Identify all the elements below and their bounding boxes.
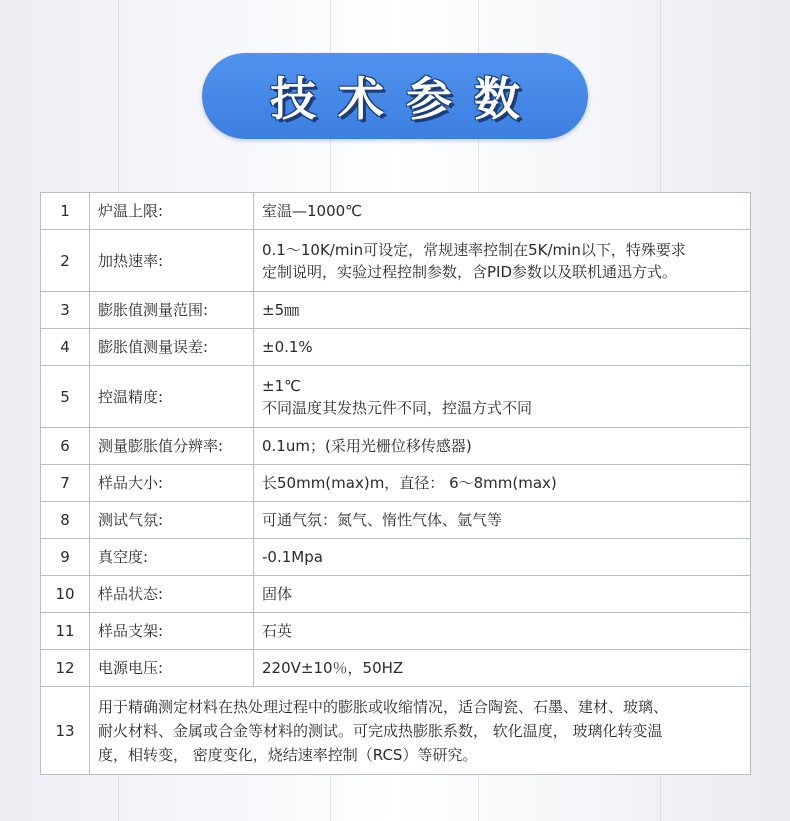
table-row xyxy=(41,650,751,687)
value-line: ±0.1% xyxy=(262,338,313,356)
row-number: 8 xyxy=(41,502,90,539)
page-title: 技术参数 xyxy=(270,72,542,126)
row-number: 5 xyxy=(41,366,90,428)
value-line: 220V±10％，50HZ xyxy=(262,659,404,677)
value-line: 0.1um；(采用光栅位移传感器) xyxy=(262,437,472,455)
param-value xyxy=(254,502,751,539)
param-label: 测试气氛: xyxy=(90,502,254,539)
table-row xyxy=(41,366,751,428)
param-label: 膨胀值测量范围: xyxy=(90,292,254,329)
value-line: 石英 xyxy=(262,622,293,640)
row-number: 1 xyxy=(41,193,90,230)
param-value xyxy=(254,576,751,613)
table-row xyxy=(41,292,751,329)
param-label: 炉温上限: xyxy=(90,193,254,230)
value-line: 度，相转变， 密度变化，烧结速率控制（RCS）等研究。 xyxy=(98,745,478,764)
param-label: 电源电压: xyxy=(90,650,254,687)
row-number: 11 xyxy=(41,613,90,650)
value-line: 室温—1000℃ xyxy=(262,202,363,220)
title-banner xyxy=(202,53,588,139)
param-label: 膨胀值测量误差: xyxy=(90,329,254,366)
value-line: 长50mm(max)m，直径： 6～8mm(max) xyxy=(262,474,557,492)
value-line: ±5㎜ xyxy=(262,301,300,319)
row-number: 4 xyxy=(41,329,90,366)
value-line: 定制说明，实验过程控制参数，含PID参数以及联机通迅方式。 xyxy=(262,262,678,281)
value-line: ±1℃ xyxy=(262,376,301,395)
param-value xyxy=(254,230,751,292)
param-value xyxy=(254,539,751,576)
param-value xyxy=(254,613,751,650)
table-row xyxy=(41,687,751,775)
application-description xyxy=(90,687,751,775)
param-value xyxy=(254,650,751,687)
row-number: 6 xyxy=(41,428,90,465)
row-number: 2 xyxy=(41,230,90,292)
param-label: 真空度: xyxy=(90,539,254,576)
value-line: 耐火材料、金属或合金等材料的测试。可完成热膨胀系数， 软化温度， 玻璃化转变温 xyxy=(98,721,663,740)
param-label: 测量膨胀值分辨率: xyxy=(90,428,254,465)
param-value xyxy=(254,366,751,428)
param-value xyxy=(254,465,751,502)
row-number: 10 xyxy=(41,576,90,613)
table-row xyxy=(41,502,751,539)
table-row xyxy=(41,576,751,613)
value-line: 不同温度其发热元件不同，控温方式不同 xyxy=(262,398,533,417)
param-value xyxy=(254,428,751,465)
parameters-table xyxy=(40,192,751,775)
value-line: 可通气氛：氮气、惰性气体、氩气等 xyxy=(262,511,503,529)
param-label: 控温精度: xyxy=(90,366,254,428)
table-row xyxy=(41,193,751,230)
param-label: 样品状态: xyxy=(90,576,254,613)
param-label: 加热速率: xyxy=(90,230,254,292)
value-line: 用于精确测定材料在热处理过程中的膨胀或收缩情况，适合陶瓷、石墨、建材、玻璃、 xyxy=(98,697,669,716)
row-number: 9 xyxy=(41,539,90,576)
param-label: 样品大小: xyxy=(90,465,254,502)
value-line: 固体 xyxy=(262,585,293,603)
row-number: 3 xyxy=(41,292,90,329)
table-row xyxy=(41,428,751,465)
value-line: -0.1Mpa xyxy=(262,548,323,566)
param-value xyxy=(254,193,751,230)
row-number: 12 xyxy=(41,650,90,687)
row-number: 7 xyxy=(41,465,90,502)
table-row xyxy=(41,230,751,292)
value-line: 0.1～10K/min可设定，常规速率控制在5K/min以下，特殊要求 xyxy=(262,240,686,259)
table-row xyxy=(41,329,751,366)
table-row xyxy=(41,539,751,576)
param-value xyxy=(254,329,751,366)
table-row xyxy=(41,465,751,502)
param-value xyxy=(254,292,751,329)
table-row xyxy=(41,613,751,650)
row-number: 13 xyxy=(41,687,90,775)
param-label: 样品支架: xyxy=(90,613,254,650)
